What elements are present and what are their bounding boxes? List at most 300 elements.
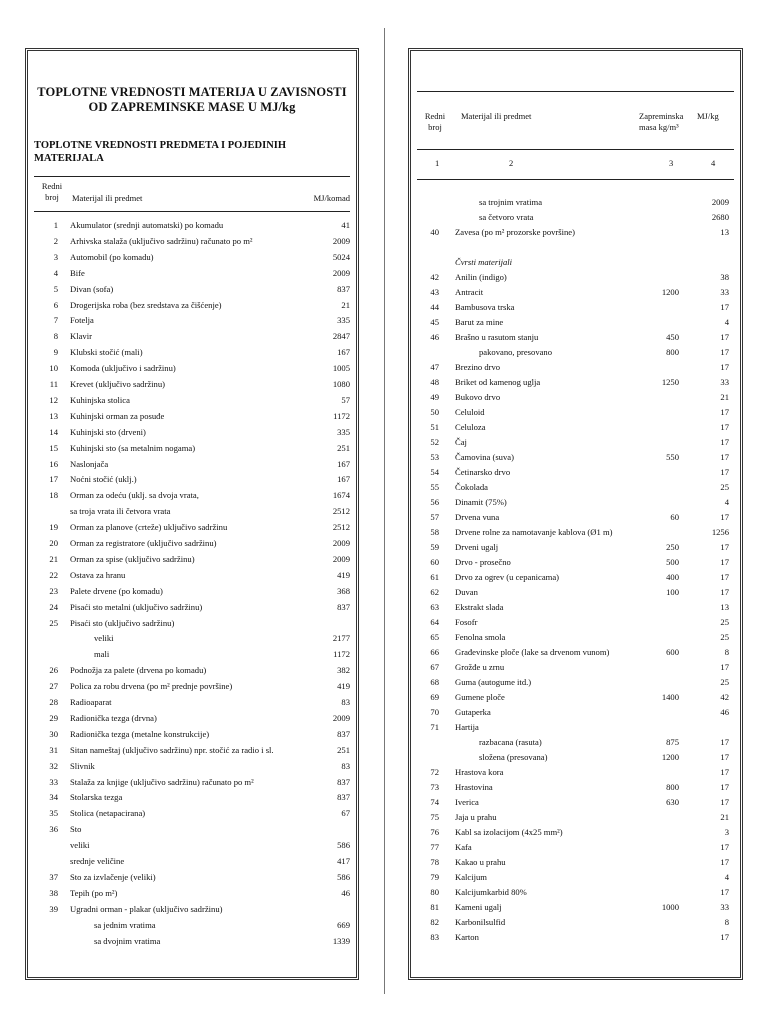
table-row: [411, 466, 740, 478]
row-value: 1080: [332, 379, 350, 389]
table-row: [411, 226, 740, 238]
row-value: 25: [720, 482, 729, 492]
row-material: Dinamit (75%): [455, 497, 507, 507]
row-value: 17: [720, 302, 729, 312]
row-material: Bukovo drvo: [455, 392, 501, 402]
row-value: 419: [337, 569, 350, 580]
row-value: 13: [720, 602, 729, 612]
table-row: [28, 299, 356, 311]
row-material: veliki: [94, 633, 114, 644]
row-number: 63: [430, 602, 439, 612]
table-row: [411, 541, 740, 553]
row-material: Drvo - prosečno: [455, 557, 511, 567]
table-row: [28, 935, 356, 947]
row-material: Celuloid: [455, 407, 485, 417]
row-material: Zavesa (po m² prozorske površine): [455, 227, 575, 237]
row-number: 78: [430, 857, 439, 867]
row-value: 21: [720, 392, 729, 402]
table-row: [411, 616, 740, 628]
row-number: 8: [53, 331, 58, 342]
table-row: [28, 553, 356, 565]
row-number: 82: [430, 917, 439, 927]
row-material: Gutaperka: [455, 707, 491, 717]
table-row: [411, 661, 740, 673]
row-number: 19: [49, 522, 58, 533]
row-number: 46: [430, 332, 439, 342]
table-row: [411, 301, 740, 313]
row-density: 250: [666, 542, 679, 552]
row-value: 17: [720, 407, 729, 417]
row-density: 1400: [661, 692, 679, 702]
row-value: 2009: [332, 267, 350, 278]
row-density: 550: [666, 452, 679, 462]
row-number: 80: [430, 887, 439, 897]
table-row: [28, 473, 356, 485]
row-value: 837: [337, 283, 350, 294]
table-row: [411, 811, 740, 823]
row-material: Ekstrakt slada: [455, 602, 504, 612]
row-density: 630: [666, 797, 679, 807]
table-row: [411, 736, 740, 748]
page-title-line-1: TOPLOTNE VREDNOSTI MATERIJA U ZAVISNOSTI: [37, 85, 347, 99]
row-number: 75: [430, 812, 439, 822]
row-material: Građevinske ploče (lake sa drvenom vunom): [455, 647, 610, 657]
row-value: 17: [720, 782, 729, 792]
table-row: [28, 696, 356, 708]
row-material: Komoda (uključivo i sadržinu): [70, 363, 176, 374]
row-number: 36: [49, 824, 58, 835]
table-row: [28, 458, 356, 470]
row-density: 1250: [661, 377, 679, 387]
row-value: 17: [720, 857, 729, 867]
row-density: 100: [666, 587, 679, 597]
table-row: [28, 919, 356, 931]
table-row: [28, 648, 356, 660]
row-value: 837: [337, 728, 350, 739]
table-row: [411, 646, 740, 658]
row-number: 51: [430, 422, 439, 432]
col-header-name: Materijal ili predmet: [461, 111, 532, 121]
row-value: 33: [720, 287, 729, 297]
row-number: 58: [430, 527, 439, 537]
table-row: [28, 537, 356, 549]
row-material: Orman za spise (uključivo sadržinu): [70, 553, 195, 564]
row-value: 586: [337, 871, 350, 882]
row-number: 9: [53, 347, 58, 358]
row-number: 6: [53, 299, 58, 310]
row-value: 17: [720, 422, 729, 432]
row-number: 73: [430, 782, 439, 792]
row-number: 10: [49, 363, 58, 374]
table-row: [28, 664, 356, 676]
table-row: [411, 631, 740, 643]
row-material: Celuloza: [455, 422, 486, 432]
row-number: 81: [430, 902, 439, 912]
row-number: 23: [49, 585, 58, 596]
table-row: [411, 556, 740, 568]
table-row: [28, 251, 356, 263]
row-number: 40: [430, 227, 439, 237]
row-material: Sto: [70, 824, 82, 835]
row-material: sa četvoro vrata: [479, 212, 534, 222]
row-material: Fotelja: [70, 315, 94, 326]
row-number: 74: [430, 797, 439, 807]
row-material: Divan (sofa): [70, 283, 114, 294]
table-row: [28, 632, 356, 644]
row-material: Klubski stočić (mali): [70, 347, 143, 358]
table-row: [411, 331, 740, 343]
row-material: Kuhinjski sto (drveni): [70, 426, 146, 437]
row-value: 33: [720, 902, 729, 912]
table-row: [28, 283, 356, 295]
row-number: 55: [430, 482, 439, 492]
row-number: 61: [430, 572, 439, 582]
row-value: 17: [720, 542, 729, 552]
table-row: [411, 376, 740, 388]
table-row: [411, 361, 740, 373]
row-material: Arhivska stalaža (uključivo sadržinu) računato po m²: [70, 235, 253, 246]
row-material: Grožđe u zrnu: [455, 662, 505, 672]
row-value: 13: [720, 227, 729, 237]
row-number: 11: [49, 379, 58, 389]
row-value: 17: [720, 932, 729, 942]
row-value: 335: [337, 315, 350, 326]
table-row: [28, 823, 356, 835]
header-rule-bottom: [417, 179, 734, 180]
row-material: pakovano, presovano: [479, 347, 553, 357]
row-value: 417: [337, 856, 350, 866]
row-number: 26: [49, 665, 58, 676]
row-number: 15: [49, 442, 58, 453]
row-number: 27: [49, 681, 58, 692]
row-number: 71: [430, 722, 439, 732]
row-number: 50: [430, 407, 439, 417]
table-row: [411, 271, 740, 283]
row-number: 24: [49, 601, 58, 612]
row-number: 43: [430, 287, 439, 297]
table-row: [411, 241, 740, 253]
row-value: 25: [720, 677, 729, 687]
table-row: [28, 760, 356, 772]
row-material: Fenolna smola: [455, 632, 506, 642]
col-index-1: 1: [435, 158, 440, 168]
row-number: 12: [49, 394, 58, 405]
row-number: 34: [49, 792, 58, 803]
row-value: 25: [720, 617, 729, 627]
table-row: [411, 931, 740, 943]
header-rule-bottom: [34, 211, 350, 212]
row-value: 2009: [332, 538, 350, 548]
header-rule-top: [34, 176, 350, 177]
row-number: 38: [49, 887, 58, 898]
row-value: 2009: [711, 197, 729, 207]
row-value: 17: [720, 662, 729, 672]
table-row: [28, 410, 356, 422]
row-value: 2512: [332, 522, 350, 533]
row-value: 8: [724, 647, 729, 657]
row-material: Čamovina (suva): [455, 452, 514, 462]
table-row: [411, 751, 740, 763]
table-row: [411, 526, 740, 538]
row-number: 72: [430, 767, 439, 777]
row-number: 17: [49, 474, 58, 485]
header-rule-mid: [417, 149, 734, 150]
row-number: 83: [430, 932, 439, 942]
row-number: 35: [49, 808, 58, 819]
table-row: [28, 807, 356, 819]
row-value: 17: [720, 797, 729, 807]
row-material: Stolarska tezga: [70, 792, 123, 803]
row-value: 167: [337, 458, 350, 469]
row-material: Pisaći sto metalni (uključivo sadržinu): [70, 601, 203, 612]
table-row: [411, 691, 740, 703]
table-row: [28, 903, 356, 915]
header-rule-top: [417, 91, 734, 92]
table-row: [28, 617, 356, 629]
row-material: sa dvojnim vratima: [94, 935, 161, 946]
col-index-4: 4: [711, 158, 716, 168]
table-row: [411, 706, 740, 718]
table-row: [411, 721, 740, 733]
table-row: [411, 421, 740, 433]
table-row: [28, 219, 356, 231]
row-material: Antracit: [455, 287, 484, 297]
row-number: 79: [430, 872, 439, 882]
row-value: 21: [720, 812, 729, 822]
row-value: 38: [720, 272, 729, 282]
row-value: 57: [341, 394, 350, 405]
row-material: Orman za odeću (uklj. sa dvoja vrata,: [70, 490, 199, 501]
table-row: [28, 394, 356, 406]
row-material: Hartija: [455, 722, 479, 732]
row-number: 57: [430, 512, 439, 522]
row-density: 400: [666, 572, 679, 582]
row-value: 17: [720, 467, 729, 477]
row-value: 1172: [333, 649, 350, 660]
row-density: 1000: [661, 902, 679, 912]
row-value: 837: [337, 601, 350, 612]
row-value: 1256: [711, 527, 729, 537]
row-material: Podnožja za palete (drvena po komadu): [70, 665, 207, 676]
row-number: 1: [53, 220, 58, 230]
row-material: Stalaža za knjige (uključivo sadržinu) računato po m²: [70, 776, 254, 787]
row-value: 33: [720, 377, 729, 387]
table-row: [28, 489, 356, 501]
row-number: 21: [49, 553, 58, 564]
row-value: 1005: [332, 363, 350, 374]
row-material: Kuhinjski orman za posuđe: [70, 410, 165, 421]
row-material: Kakao u prahu: [455, 857, 506, 867]
row-material: Bambusova trska: [455, 302, 515, 312]
row-number: 59: [430, 542, 439, 552]
col-header-value: MJ/komad: [313, 193, 350, 203]
page-divider: [384, 28, 385, 994]
table-row: [411, 586, 740, 598]
row-number: 22: [49, 569, 58, 580]
table-row: [28, 235, 356, 247]
row-number: 68: [430, 677, 439, 687]
row-material: Guma (autogume itd.): [455, 677, 532, 687]
row-material: Drvo za ogrev (u cepanicama): [455, 572, 560, 582]
table-row: [411, 781, 740, 793]
table-row: [411, 391, 740, 403]
col-header-value: MJ/kg: [697, 111, 719, 121]
row-value: 1674: [332, 490, 350, 501]
row-number: 62: [430, 587, 439, 597]
table-row: [411, 436, 740, 448]
row-number: 67: [430, 662, 439, 672]
col-header-num: Redni broj: [424, 111, 446, 132]
row-value: 2680: [711, 212, 729, 222]
row-material: Čaj: [455, 437, 467, 447]
row-value: 21: [341, 299, 350, 310]
row-material: sa trojnim vratima: [479, 197, 543, 207]
table-row: [28, 791, 356, 803]
row-number: 28: [49, 697, 58, 707]
row-number: 45: [430, 317, 439, 327]
table-row: [411, 481, 740, 493]
row-density: 500: [666, 557, 679, 567]
table-row: [28, 314, 356, 326]
row-value: 167: [337, 347, 350, 358]
row-number: 39: [49, 903, 58, 914]
row-value: 17: [720, 752, 729, 762]
row-number: 2: [53, 235, 58, 246]
table-row: [28, 362, 356, 374]
table-row: [28, 267, 356, 279]
row-material: sa jednim vratima: [94, 919, 156, 930]
table-row: [411, 496, 740, 508]
row-material: složena (presovana): [479, 752, 548, 762]
row-material: Karton: [455, 932, 479, 942]
table-row: [28, 601, 356, 613]
row-material: Radioaparat: [70, 697, 112, 707]
row-material: Gumene ploče: [455, 692, 505, 702]
row-value: 17: [720, 452, 729, 462]
row-material: Orman za registratore (uključivo sadržinu): [70, 538, 217, 548]
row-number: 56: [430, 497, 439, 507]
row-material: Čvrsti materijali: [455, 257, 513, 267]
row-material: Stolica (netapacirana): [70, 808, 146, 819]
row-value: 25: [720, 632, 729, 642]
row-material: veliki: [70, 840, 90, 851]
row-value: 251: [337, 744, 350, 755]
row-number: 44: [430, 302, 439, 312]
row-number: 70: [430, 707, 439, 717]
table-row: [28, 505, 356, 517]
row-value: 17: [720, 512, 729, 522]
row-material: Hrastovina: [455, 782, 493, 792]
row-value: 17: [720, 347, 729, 357]
table-row: [411, 871, 740, 883]
row-value: 8: [724, 917, 729, 927]
row-number: 13: [49, 410, 58, 421]
row-material: Briket od kamenog uglja: [455, 377, 541, 387]
row-value: 17: [720, 842, 729, 852]
table-row: [28, 521, 356, 533]
right-page: [408, 48, 743, 980]
row-material: Fosofr: [455, 617, 478, 627]
row-material: Noćni stočić (uklj.): [70, 474, 137, 485]
row-material: Kuhinjska stolica: [70, 394, 130, 405]
row-material: Anilin (indigo): [455, 272, 507, 282]
row-material: Drveni ugalj: [455, 542, 499, 552]
row-number: 29: [49, 712, 58, 723]
table-row: [28, 426, 356, 438]
row-number: 65: [430, 632, 439, 642]
row-material: Karbonilsulfid: [455, 917, 506, 927]
row-number: 18: [49, 490, 58, 501]
row-density: 450: [666, 332, 679, 342]
row-number: 47: [430, 362, 439, 372]
row-number: 77: [430, 842, 439, 852]
row-value: 46: [341, 887, 350, 898]
row-value: 42: [720, 692, 729, 702]
table-row: [411, 211, 740, 223]
row-material: Radionička tezga (drvna): [70, 712, 157, 723]
table-row: [411, 511, 740, 523]
table-row: [28, 346, 356, 358]
table-row: [28, 712, 356, 724]
row-value: 17: [720, 572, 729, 582]
row-value: 17: [720, 362, 729, 372]
row-value: 83: [341, 697, 350, 707]
row-value: 837: [337, 776, 350, 787]
row-material: Tepih (po m²): [70, 887, 118, 898]
row-material: sa troja vrata ili četvora vrata: [70, 506, 171, 517]
row-material: Krevet (uključivo sadržinu): [70, 379, 165, 389]
table-row: [411, 886, 740, 898]
row-material: Hrastova kora: [455, 767, 504, 777]
row-material: Drvene rolne za namotavanje kablova (Ø1 m): [455, 527, 613, 537]
table-row: [411, 916, 740, 928]
row-material: Klavir: [70, 331, 92, 342]
row-number: 52: [430, 437, 439, 447]
row-density: 600: [666, 647, 679, 657]
row-value: 1339: [332, 935, 350, 946]
table-row: [411, 766, 740, 778]
row-material: Sitan nameštaj (uključivo sadržinu) npr. stočić za radio i sl.: [70, 744, 274, 755]
col-index-3: 3: [669, 158, 674, 168]
row-number: 42: [430, 272, 439, 282]
row-material: Drvena vuna: [455, 512, 500, 522]
row-value: 1172: [333, 410, 350, 421]
row-material: Kabl sa izolacijom (4x25 mm²): [455, 827, 563, 837]
row-density: 800: [666, 347, 679, 357]
row-density: 60: [670, 512, 679, 522]
table-row: [28, 871, 356, 883]
row-number: 3: [53, 251, 58, 262]
row-density: 1200: [661, 287, 679, 297]
row-number: 4: [53, 267, 58, 278]
table-row: [28, 744, 356, 756]
row-number: 14: [49, 426, 58, 437]
row-material: Ostava za hranu: [70, 569, 126, 580]
row-value: 2009: [332, 712, 350, 723]
row-value: 83: [341, 760, 350, 771]
table-row: [411, 286, 740, 298]
row-density: 800: [666, 782, 679, 792]
row-material: Jaja u prahu: [455, 812, 497, 822]
row-material: Ugradni orman - plakar (uključivo sadržinu): [70, 903, 223, 914]
table-row: [28, 442, 356, 454]
table-row: [411, 901, 740, 913]
row-material: Palete drvene (po komadu): [70, 585, 163, 596]
row-value: 251: [337, 442, 350, 453]
table-row: [411, 571, 740, 583]
row-value: 17: [720, 737, 729, 747]
row-value: 2177: [332, 633, 350, 644]
